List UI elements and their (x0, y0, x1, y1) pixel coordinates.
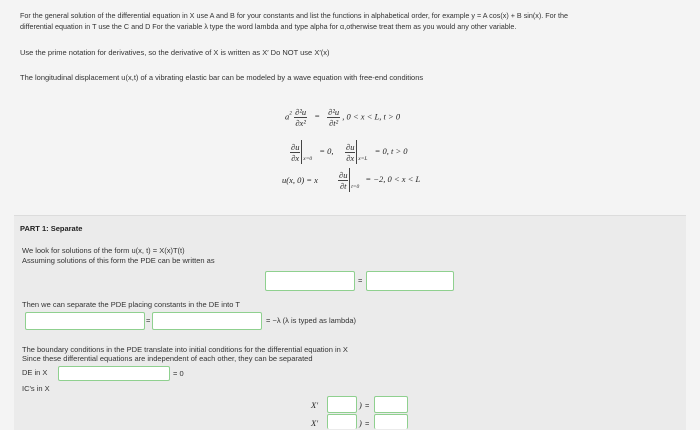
ic-row-1-value-input[interactable] (374, 396, 408, 413)
instructions-line-2: differential equation in T use the C and D For the variable λ type the word lambda and type alpha for α,otherwise treat them as you would any other variable. (20, 22, 517, 31)
separate-text: Then we can separate the PDE placing constants in the DE into T (22, 300, 240, 309)
de-in-x-input[interactable] (58, 366, 170, 381)
pde-coefficient-power: 2 (289, 110, 292, 117)
d2u-dt2: $\frac{\text{∂²u}}{\text{∂t²}}$ (328, 107, 340, 128)
pde-equals: = (314, 111, 320, 122)
ic-row-1-paren: ) (359, 400, 362, 410)
ic-row-2-equals: = (365, 419, 370, 428)
bc-translate-text: The boundary conditions in the PDE translate into initial conditions for the differential equation in X (22, 345, 348, 354)
bar-description: The longitudinal displacement u(x,t) of a vibrating elastic bar can be modeled by a wave equation with free-end conditions (20, 73, 424, 82)
separated-t-input[interactable] (152, 312, 262, 330)
de-in-x-label: DE in X (22, 368, 48, 377)
initial-condition-1: u(x, 0) = x (282, 175, 318, 185)
assuming-text: Assuming solutions of this form the PDE can be written as (22, 256, 215, 265)
boundary-condition-1: $\frac{\partial u}{\partial x}$ $_{x=0}$ = 0, (291, 141, 334, 163)
lambda-note: = −λ (λ is typed as lambda) (266, 316, 357, 325)
ic-row-2-arg-input[interactable] (327, 414, 357, 429)
ic-row-1-equals: = (365, 401, 370, 410)
ics-in-x-label: IC's in X (22, 384, 50, 393)
initial-condition-2: $\frac{\partial u}{\partial t}$ $_{t=0}$ = −2, 0 < x < L (339, 169, 421, 191)
de-in-x-zero: = 0 (173, 369, 184, 378)
look-for-text: We look for solutions of the form u(x, t) = X(x)T(t) (22, 246, 185, 255)
pde-lhs-input[interactable] (265, 271, 355, 291)
part-1-title: PART 1: Separate (20, 224, 83, 233)
pde-coefficient: a (285, 111, 290, 122)
prime-notation-note: Use the prime notation for derivatives, so the derivative of X is written as X′ Do NOT use X′(x) (20, 48, 330, 57)
pde-form-equals: = (358, 276, 363, 285)
pde-equation (285, 107, 400, 128)
ic-row-2-paren: ) (359, 418, 362, 428)
d2u-dx2: $\frac{\text{∂²u}}{\text{∂x²}}$ (295, 107, 307, 128)
separated-x-input[interactable] (25, 312, 145, 330)
independent-text: Since these differential equations are independent of each other, they can be separated (22, 354, 313, 363)
ic-row-2-value-input[interactable] (374, 414, 408, 429)
separated-equals: = (146, 316, 151, 325)
ic-row-1-xprime: X′ (311, 400, 319, 410)
pde-rhs-input[interactable] (366, 271, 454, 291)
ic-row-1-arg-input[interactable] (327, 396, 357, 413)
boundary-condition-2: $\frac{\partial u}{\partial x}$ $_{x=L}$ = 0, t > 0 (346, 141, 408, 163)
ic-row-2-xprime: X′ (311, 418, 319, 428)
instructions-line-1: For the general solution of the differential equation in X use A and B for your constants and list the functions in alphabetical order, for example y = A cos(x) + B sin(x). For the (20, 11, 569, 20)
pde-domain: , 0 < x < L, t > 0 (342, 111, 401, 122)
